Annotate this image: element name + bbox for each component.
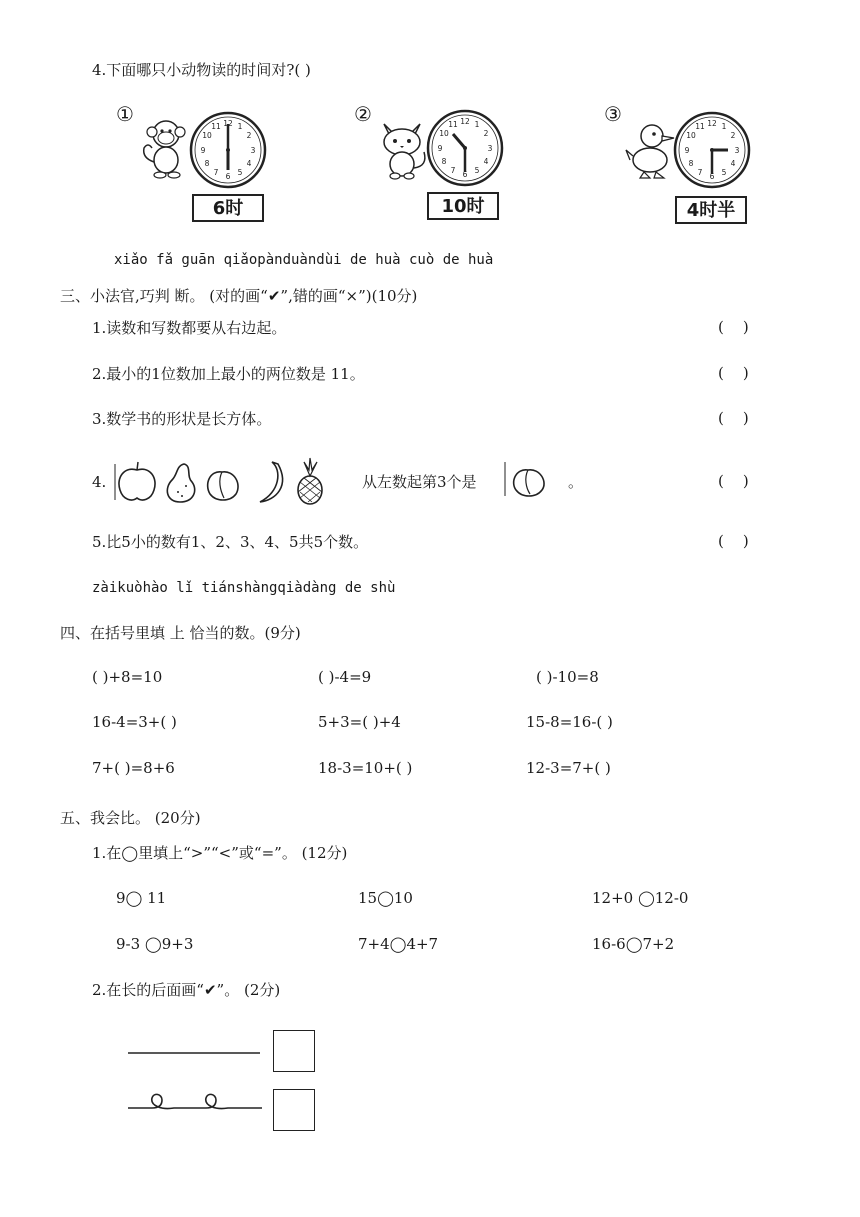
svg-text:8: 8: [688, 159, 694, 168]
straight-line-icon: [124, 1040, 264, 1060]
answer-paren[interactable]: ( ): [718, 472, 749, 490]
check-box[interactable]: [273, 1089, 315, 1131]
fill-equation[interactable]: 16-4=3+( ): [92, 713, 177, 731]
svg-text:5: 5: [474, 166, 480, 175]
fill-equation[interactable]: ( )-4=9: [318, 668, 372, 686]
svg-text:3: 3: [487, 144, 493, 153]
compare-item[interactable]: 12+0 ◯12-0: [592, 889, 689, 907]
svg-text:11: 11: [211, 122, 221, 131]
judge-item-4: 4.: [92, 473, 107, 491]
fruit-row-icon: [112, 456, 332, 506]
svg-text:6: 6: [709, 172, 715, 181]
answer-paren[interactable]: ( ): [718, 318, 749, 336]
compare-item[interactable]: 9◯ 11: [116, 889, 167, 907]
svg-text:1: 1: [474, 120, 480, 129]
fill-equation[interactable]: ( )-10=8: [536, 668, 599, 686]
svg-text:2: 2: [730, 131, 736, 140]
judge-item-3: 3.数学书的形状是长方体。: [92, 410, 272, 428]
answer-paren[interactable]: ( ): [718, 409, 749, 427]
svg-text:3: 3: [734, 146, 740, 155]
option-number: ③: [604, 102, 622, 126]
time-label: 10时: [427, 192, 499, 220]
svg-text:4: 4: [483, 157, 489, 166]
svg-text:7: 7: [450, 166, 456, 175]
option-number: ①: [116, 102, 134, 126]
section5-sub2: 2.在长的后面画“✔”。 (2分): [92, 981, 281, 999]
judge-item-4-text: 从左数起第3个是: [362, 473, 477, 491]
check-box[interactable]: [273, 1030, 315, 1072]
svg-text:10: 10: [686, 131, 696, 140]
monkey-icon: [136, 118, 192, 180]
svg-text:10: 10: [202, 131, 212, 140]
compare-item[interactable]: 15◯10: [358, 889, 413, 907]
svg-text:12: 12: [460, 117, 470, 126]
svg-text:6: 6: [225, 172, 231, 181]
svg-text:4: 4: [730, 159, 736, 168]
svg-text:12: 12: [223, 119, 233, 128]
svg-text:2: 2: [483, 129, 489, 138]
svg-text:7: 7: [213, 168, 219, 177]
answer-paren[interactable]: ( ): [718, 364, 749, 382]
svg-text:4: 4: [246, 159, 252, 168]
compare-item[interactable]: 7+4◯4+7: [358, 935, 439, 953]
svg-text:1: 1: [237, 122, 243, 131]
svg-text:7: 7: [697, 168, 703, 177]
fill-equation[interactable]: 12-3=7+( ): [526, 759, 611, 777]
clock-icon: [188, 110, 268, 190]
time-label: 4时半: [675, 196, 747, 224]
clock-icon: [672, 110, 752, 190]
peach-icon: [502, 460, 550, 500]
svg-text:6: 6: [462, 170, 468, 179]
section4-pinyin: zàikuòhào lǐ tiánshàngqiàdàng de shù: [92, 580, 396, 596]
judge-item-2: 2.最小的1位数加上最小的两位数是 11。: [92, 365, 365, 383]
section3-heading: 三、小法官,巧判 断。 (对的画“✔”,错的画“×”)(10分): [60, 287, 418, 305]
judge-item-5: 5.比5小的数有1、2、3、4、5共5个数。: [92, 533, 369, 551]
svg-text:9: 9: [684, 146, 690, 155]
fill-equation[interactable]: 7+( )=8+6: [92, 759, 175, 777]
time-label: 6时: [192, 194, 264, 222]
judge-item-1: 1.读数和写数都要从右边起。: [92, 319, 287, 337]
fill-equation[interactable]: 18-3=10+( ): [318, 759, 413, 777]
clock-icon: [425, 108, 505, 188]
svg-text:2: 2: [246, 131, 252, 140]
svg-text:8: 8: [441, 157, 447, 166]
fill-equation[interactable]: 5+3=( )+4: [318, 713, 401, 731]
svg-text:8: 8: [204, 159, 210, 168]
option-number: ②: [354, 102, 372, 126]
svg-text:10: 10: [439, 129, 449, 138]
svg-text:3: 3: [250, 146, 256, 155]
svg-text:5: 5: [721, 168, 727, 177]
section4-heading: 四、在括号里填 上 恰当的数。(9分): [60, 624, 301, 642]
q4-title: 4.下面哪只小动物读的时间对?( ): [92, 61, 311, 79]
svg-text:11: 11: [695, 122, 705, 131]
curly-line-icon: [124, 1088, 266, 1118]
svg-text:11: 11: [448, 120, 458, 129]
svg-text:9: 9: [437, 144, 443, 153]
fill-equation[interactable]: ( )+8=10: [92, 668, 163, 686]
svg-text:1: 1: [721, 122, 727, 131]
svg-text:5: 5: [237, 168, 243, 177]
fill-equation[interactable]: 15-8=16-( ): [526, 713, 613, 731]
svg-text:9: 9: [200, 146, 206, 155]
judge-item-4-end: 。: [568, 473, 584, 491]
section5-heading: 五、我会比。 (20分): [60, 809, 201, 827]
section3-pinyin: xiǎo fǎ guān qiǎopànduàndùi de huà cuò de huà: [114, 252, 494, 268]
compare-item[interactable]: 9-3 ◯9+3: [116, 935, 194, 953]
section5-sub1: 1.在◯里填上“>”“<”或“=”。 (12分): [92, 844, 348, 862]
compare-item[interactable]: 16-6◯7+2: [592, 935, 675, 953]
answer-paren[interactable]: ( ): [718, 532, 749, 550]
svg-text:12: 12: [707, 119, 717, 128]
cat-icon: [372, 118, 432, 180]
